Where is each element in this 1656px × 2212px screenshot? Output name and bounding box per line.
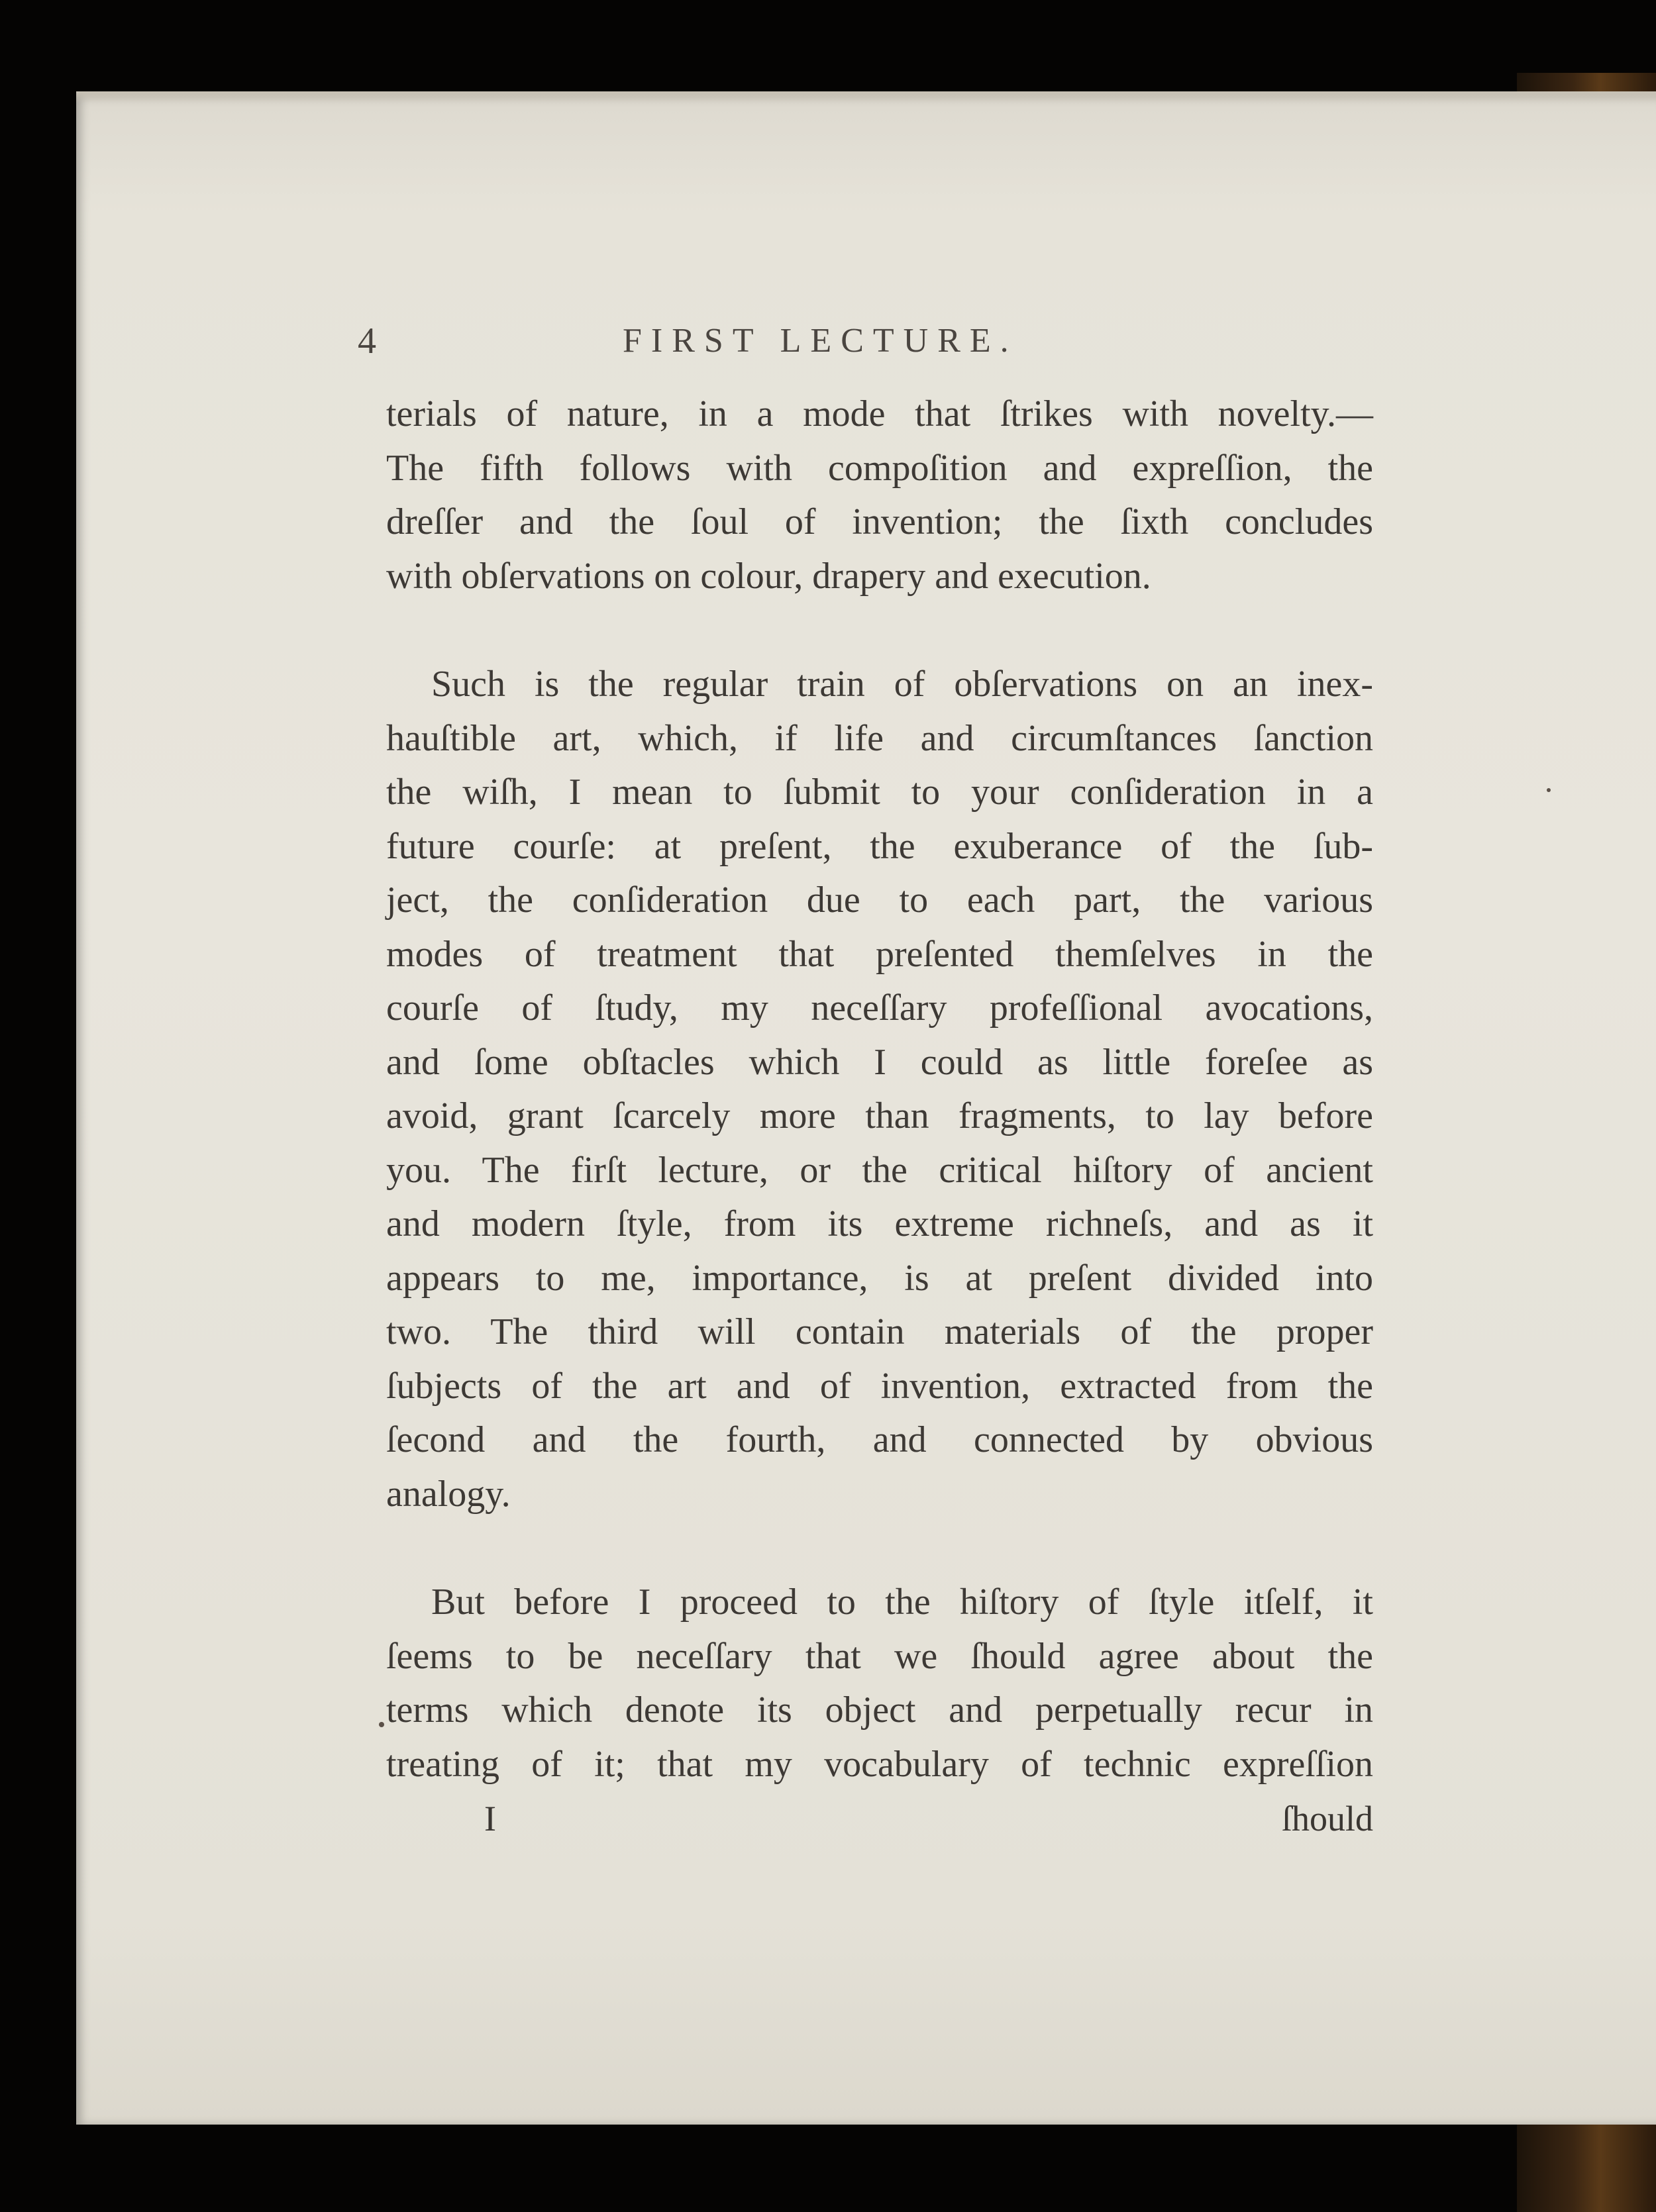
page-footer <box>386 1798 1373 1844</box>
text-line: appears to me, importance, is at preſent divided into <box>386 1257 1373 1299</box>
text-line: ſubjects of the art and of invention, extracted from the <box>386 1365 1373 1407</box>
text-line: hauſtible art, which, if life and circumſtances ſanction <box>386 717 1373 759</box>
text-line: two. The third will contain materials of the proper <box>386 1311 1373 1352</box>
text-line: analogy. <box>386 1473 511 1515</box>
text-line: with obſervations on colour, drapery and execution. <box>386 555 1151 597</box>
text-line: avoid, grant ſcarcely more than fragments, to lay before <box>386 1095 1373 1136</box>
text-line: ject, the conſideration due to each part, the various <box>386 880 1373 921</box>
text-line: The fifth follows with compoſition and expreſſion, the <box>386 447 1373 489</box>
paragraph-gap <box>386 603 1373 658</box>
text-line: ſecond and the fourth, and connected by obvious <box>386 1419 1373 1460</box>
text-line: courſe of ſtudy, my neceſſary profeſſional avocations, <box>386 987 1373 1029</box>
paragraph-gap <box>386 1521 1373 1576</box>
text-line: terms which denote its object and perpetually recur in <box>386 1689 1373 1731</box>
body-text <box>386 387 1373 1791</box>
text-line: treating of it; that my vocabulary of technic expreſſion <box>386 1743 1373 1785</box>
text-line: modes of treatment that preſented themſelves in the <box>386 933 1373 975</box>
page-top-shadow <box>76 91 1656 103</box>
page-header <box>358 315 1404 374</box>
signature-mark: I <box>484 1799 496 1838</box>
text-line: and ſome obſtacles which I could as little foreſee as <box>386 1041 1373 1083</box>
text-line: future courſe: at preſent, the exuberance of the ſub- <box>386 825 1373 867</box>
page-number: 4 <box>358 321 376 362</box>
text-line: Such is the regular train of obſervations on an inex- <box>431 664 1373 705</box>
text-line: the wiſh, I mean to ſubmit to your conſideration in a <box>386 772 1373 813</box>
paper-speck <box>1547 788 1551 792</box>
catchword: ſhould <box>1281 1799 1373 1838</box>
text-line: ſeems to be neceſſary that we ſhould agree about the <box>386 1635 1373 1677</box>
text-line: But before I proceed to the hiſtory of ſtyle itſelf, it <box>431 1582 1373 1623</box>
text-line: and modern ſtyle, from its extreme richneſs, and as it <box>386 1203 1373 1244</box>
text-line: dreſſer and the ſoul of invention; the ſixth concludes <box>386 501 1373 542</box>
text-line: terials of nature, in a mode that ſtrikes with novelty.— <box>386 393 1373 434</box>
text-line: you. The firſt lecture, or the critical hiſtory of ancient <box>386 1149 1373 1191</box>
running-title: FIRST LECTURE. <box>623 322 1018 360</box>
paper-speck <box>379 1722 384 1727</box>
